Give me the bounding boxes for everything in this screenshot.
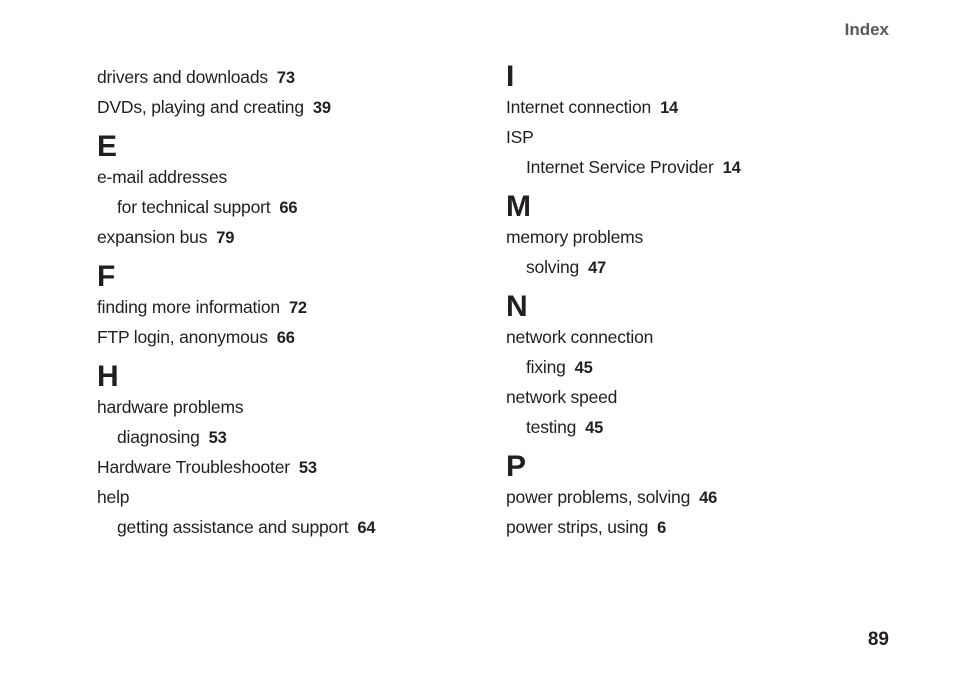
index-page-reference: 45 — [574, 359, 593, 377]
index-entry — [97, 94, 477, 124]
index-entry — [97, 224, 477, 254]
index-entry-text: power strips, using — [506, 517, 649, 537]
index-entry — [97, 64, 477, 94]
index-entry — [506, 94, 886, 124]
index-entry-text: DVDs, playing and creating — [97, 97, 304, 117]
index-entry-text: Internet Service Provider — [526, 157, 714, 177]
index-entry-text: expansion bus — [97, 227, 208, 247]
index-letter-heading: I — [506, 60, 515, 93]
index-entry-text: e-mail addresses — [97, 167, 228, 187]
index-page-reference: 39 — [312, 99, 331, 117]
index-page-reference: 53 — [208, 429, 227, 447]
index-page-reference: 79 — [216, 229, 235, 247]
index-subentry — [97, 194, 477, 224]
index-column-left — [97, 64, 477, 544]
index-entry-text: testing — [526, 417, 577, 437]
index-entry-text: Internet connection — [506, 97, 652, 117]
index-letter-heading: H — [97, 360, 119, 393]
index-entry-text: diagnosing — [117, 427, 200, 447]
index-entry-text: ISP — [506, 127, 534, 147]
index-page-reference: 73 — [276, 69, 295, 87]
index-entry-text: power problems, solving — [506, 487, 691, 507]
page-number: 89 — [867, 629, 889, 650]
index-letter-heading: P — [506, 450, 527, 483]
index-subentry — [97, 514, 477, 544]
index-entry-text: memory problems — [506, 227, 644, 247]
running-header: Index — [844, 20, 889, 39]
index-entry — [506, 224, 886, 254]
index-entry-text: solving — [526, 257, 580, 277]
index-entry — [506, 324, 886, 354]
index-entry-text: for technical support — [117, 197, 271, 217]
index-entry — [97, 294, 477, 324]
index-entry — [506, 384, 886, 414]
index-page-reference: 53 — [298, 459, 317, 477]
index-page-reference: 6 — [657, 519, 667, 537]
index-entry — [506, 484, 886, 514]
index-letter-heading: N — [506, 290, 528, 323]
index-page-reference: 46 — [699, 489, 718, 507]
index-subentry — [506, 354, 886, 384]
index-entry-text: finding more information — [97, 297, 280, 317]
index-subentry — [506, 414, 886, 444]
index-letter-heading: E — [97, 130, 118, 163]
index-letter-heading: M — [506, 190, 531, 223]
index-entry-text: FTP login, anonymous — [97, 327, 268, 347]
index-entry-text: fixing — [526, 357, 566, 377]
index-page-reference: 14 — [660, 99, 679, 117]
index-page-reference: 45 — [585, 419, 604, 437]
index-entry-text: getting assistance and support — [117, 517, 349, 537]
index-entry — [97, 164, 477, 194]
index-entry-text: hardware problems — [97, 397, 244, 417]
index-entry-text: network connection — [506, 327, 654, 347]
index-page-reference: 14 — [722, 159, 741, 177]
index-subentry — [506, 254, 886, 284]
index-page-reference: 47 — [588, 259, 607, 277]
index-entry — [97, 394, 477, 424]
index-entry — [506, 514, 886, 544]
index-subentry — [97, 424, 477, 454]
index-entry-text: Hardware Troubleshooter — [97, 457, 290, 477]
index-column-right — [506, 60, 886, 544]
index-entry — [97, 454, 477, 484]
index-subentry — [506, 154, 886, 184]
index-entry — [506, 124, 886, 154]
index-entry-text: drivers and downloads — [97, 67, 268, 87]
index-entry — [97, 484, 477, 514]
index-page-reference: 66 — [279, 199, 298, 217]
index-page-reference: 72 — [288, 299, 307, 317]
index-page-reference: 66 — [276, 329, 295, 347]
index-entry-text: help — [97, 487, 130, 507]
index-page-reference: 64 — [357, 519, 376, 537]
index-entry — [97, 324, 477, 354]
index-entry-text: network speed — [506, 387, 618, 407]
index-letter-heading: F — [97, 260, 116, 293]
